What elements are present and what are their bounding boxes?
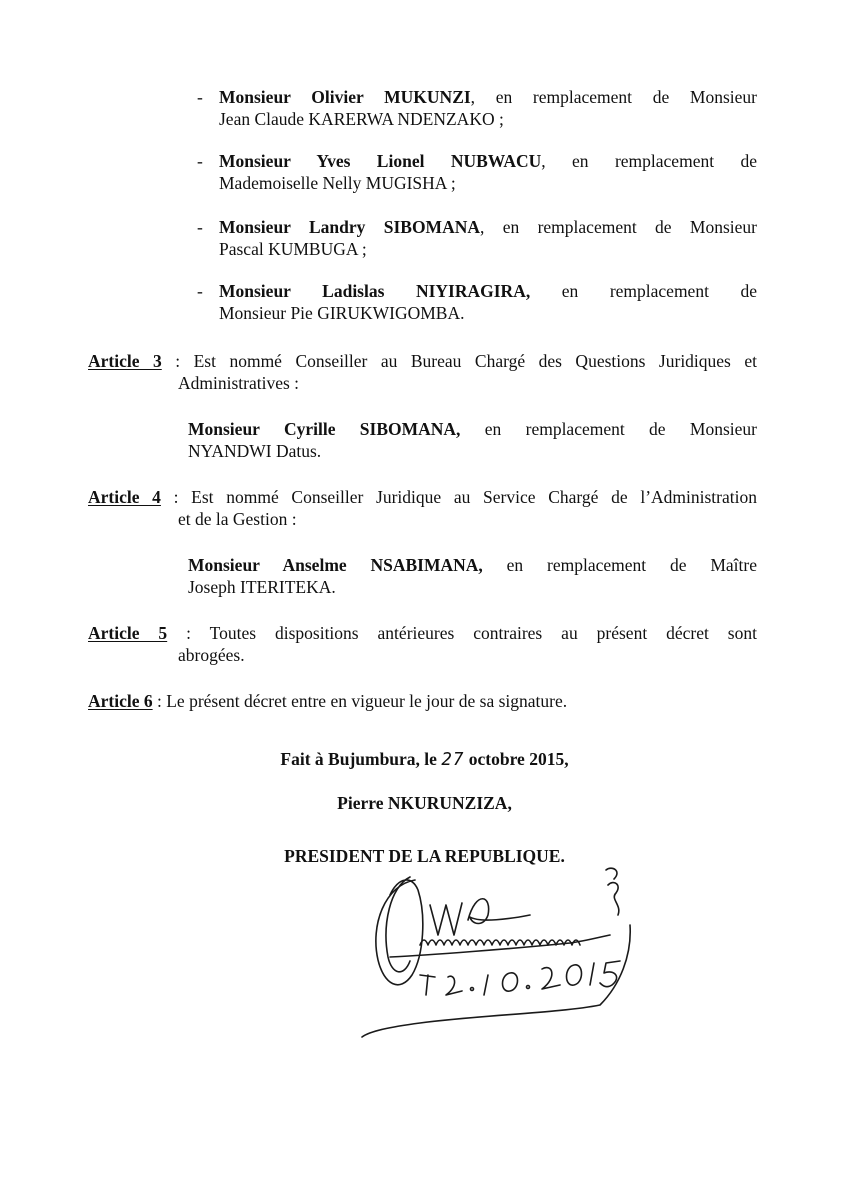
article-4-appointee-line-2: Joseph ITERITEKA. [188, 577, 336, 597]
appointment-1-line-2: Jean Claude KARERWA NDENZAKO ; [219, 109, 504, 129]
article-3-line-1: Article 3 : Est nommé Conseiller au Bureau Chargé des Questions Juridiques et [88, 351, 757, 371]
appointee-name: Monsieur Cyrille SIBOMANA, [188, 419, 461, 439]
appointee-name: Monsieur Yves Lionel NUBWACU [219, 151, 542, 171]
appointment-2-line-1: Monsieur Yves Lionel NUBWACU, en remplacement de [219, 151, 757, 171]
bullet-dash: - [197, 217, 203, 237]
article-3-appointee-line-2: NYANDWI Datus. [188, 441, 322, 461]
appointment-4-line-2: Monsieur Pie GIRUKWIGOMBA. [219, 303, 465, 323]
article-3-label: Article 3 [88, 351, 162, 371]
bullet-dash: - [197, 151, 203, 171]
appointee-name: Monsieur Landry SIBOMANA [219, 217, 480, 237]
article-5-line-2: abrogées. [178, 645, 245, 665]
place-date-line: Fait à Bujumbura, le 27 octobre 2015, [280, 749, 569, 770]
article-4-appointee-line-1: Monsieur Anselme NSABIMANA, en remplacement de Maître [188, 555, 757, 575]
appointment-3-line-1: Monsieur Landry SIBOMANA, en remplacement de Monsieur [219, 217, 757, 237]
article-6-line-1: Article 6 : Le présent décret entre en vigueur le jour de sa signature. [88, 691, 568, 711]
article-3-line-2: Administratives : [178, 373, 300, 393]
article-5-line-1: Article 5 : Toutes dispositions antérieures contraires au présent décret sont [88, 623, 757, 643]
article-6-label: Article 6 [88, 691, 153, 711]
signatory-name: Pierre NKURUNZIZA, [337, 793, 512, 813]
article-3-appointee-line-1: Monsieur Cyrille SIBOMANA, en remplacement de Monsieur [188, 419, 757, 439]
appointment-2-line-2: Mademoiselle Nelly MUGISHA ; [219, 173, 456, 193]
signatory-title: PRESIDENT DE LA REPUBLIQUE. [284, 846, 565, 866]
handwritten-day: 27 [441, 750, 465, 770]
article-4-line-1: Article 4 : Est nommé Conseiller Juridique au Service Chargé de l’Administration [88, 487, 757, 507]
bullet-dash: - [197, 87, 203, 107]
appointee-name: Monsieur Anselme NSABIMANA, [188, 555, 483, 575]
appointee-name: Monsieur Ladislas NIYIRAGIRA, [219, 281, 531, 301]
article-4-line-2: et de la Gestion : [178, 509, 297, 529]
appointment-4-line-1: Monsieur Ladislas NIYIRAGIRA, en remplacement de [219, 281, 757, 301]
article-5-label: Article 5 [88, 623, 168, 643]
appointment-1-line-1: Monsieur Olivier MUKUNZI, en remplacement de Monsieur [219, 87, 757, 107]
handwritten-signature [360, 865, 650, 1040]
bullet-dash: - [197, 281, 203, 301]
appointment-3-line-2: Pascal KUMBUGA ; [219, 239, 367, 259]
article-4-label: Article 4 [88, 487, 161, 507]
appointee-name: Monsieur Olivier MUKUNZI [219, 87, 471, 107]
